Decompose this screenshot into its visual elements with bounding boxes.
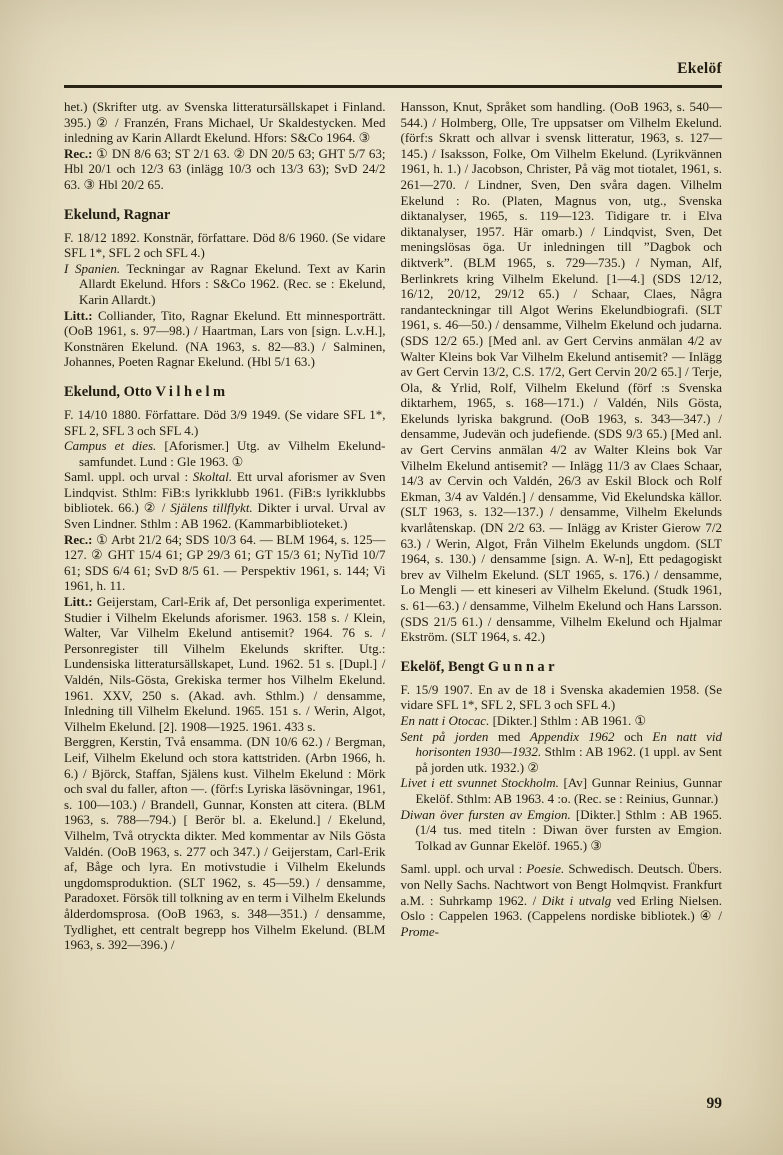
text-segment: Gunnar bbox=[487, 658, 559, 675]
text-segment: Skoltal. bbox=[192, 469, 233, 485]
text-segment: Hansson, Knut, Språket som handling. (OoB 1963, s. 540—544.) / Holmberg, Olle, Tre uppsatser om Vilhelm Ekelund. (förf:s Skratt och allvar i svensk litteratur, 1963, s. 127—145.) / Isaksson, Folke, Om Vilhelm Ekelund. (Lyrikvännen 1961, h. 1.) / Jacobson, Christer, På väg mot tiotalet, 1961, s. 261—270. / Lindner, Sven, Den svåra dagen. Vilhelm Ekelund : Ro. (Platen, Magnus von, utg., Svenska diktanalyser, 1965, s. 119—123. Tidigare tr. i Elva diktanalyser, 1957. Här omarb.) / Lindqvist, Sven, Det meningslösas öga. Ur inledningen till ”Dagbok och diktverk”. (BLM 1965, s. 729—735.) / Nyman, Alf, Berlinkrets kring Vilhelm Ekelund. [1—4.] (SDS 12/12, 16/12, 20/12, 29/12 65.) / Schaar, Claes, Några randanteckningar till Algot Werins Ekelundbiografi. (SLT 1961, s. 46—50.) / densamme, Vilhelm Ekelund och judarna. (SDS 12/2 65.) [Med anl. av Gert Cervins anmälan 4/2 av Walter Kleins bok Var Vilhelm Ekelund antisemit? — Inlägg av Gert Cervin 13/2, C.S. 17/2, Gert Cervin 20/2 65.] / Terje, Ola, & Yrlid, Rolf, Vilhelm Ekelund (förf :s Svenska diktarhem, 1965, s. 168—171.) / Valdén, Nils Gösta, Ekelunds lyriska bakgrund. (OoB 1963, s. 343—347.) / densamme, Judevän och judefiende. (SDS 9/3 65.) [Med anl. av Gert Cervins anmälan 4/2 av Walter Kleins bok Var Vilhelm Ekelund antisemit? — Inlägg 11/3 av Claes Schaar, 14/3 av Cervin och Valdén, 26/3 av Eskil Block och Rolf Ekman, 3/4 av Valdén.] / densamme, Vid Ekelundska källor. (SLT 1963, s. 132—137.) / densamme, Vilhelm Ekelunds kvarlåtenskap. (DN 2/2 63. — Inlägg av Krister Gierow 7/2 63.) / Werin, Algot, Från Vilhelm Ekelunds ungdom. (SLT 1964, s. 130.) / densamme [sign. A. W-n], Ett pedagogiskt brev av Vilhelm Ekelund. (SLT 1965, s. 176.) / densamme, Lo Mengli — ett kineseri av Vilhelm Ekelund. (Studk 1961, s. 61—63.) / densamme, Vilhelm Ekelund och Hans Larsson. (SDS 21/5 61.) / densamme, Vilhelm Ekelund och Hjalmar Ekström. (SLT 1964, s. 42.) bbox=[400, 99, 722, 645]
text-segment: Sthlm : AB 1962. (1 uppl. av Sent på jorden utk. 1932.) ② bbox=[415, 744, 723, 775]
paragraph bbox=[401, 729, 723, 776]
text-segment: Schwedisch. Deutsch. Übers. von Nelly Sachs. Nachtwort von Bengt Holmqvist. Frankfurt a.M. : Suhrkamp 1962. / bbox=[400, 861, 722, 908]
text-segment: Dikter i urval. Urval av Sven Lindner. Sthlm : AB 1962. (Kammarbiblioteket.) bbox=[64, 500, 386, 532]
text-segment: Saml. uppl. och urval : bbox=[64, 469, 193, 485]
text-segment: Ekelöf, Bengt bbox=[400, 658, 488, 675]
text-segment: Rec.: bbox=[64, 145, 97, 161]
paragraph bbox=[64, 469, 386, 531]
entry-heading bbox=[401, 659, 723, 675]
text-segment: F. 18/12 1892. Konstnär, författare. Död 8/6 1960. (Se vidare SFL 1*, SFL 2 och SFL 4.) bbox=[64, 229, 386, 261]
page-header bbox=[64, 60, 722, 82]
text-segment: F. 14/10 1880. Författare. Död 3/9 1949. (Se vidare SFL 1*, SFL 2, SFL 3 och SFL 4.) bbox=[64, 406, 386, 438]
paragraph bbox=[64, 99, 386, 146]
text-segment: Ekelund, Otto bbox=[64, 383, 156, 400]
text-segment: [Dikter.] Sthlm : AB 1965. (1/4 tus. med titeln : Diwan över fursten av Emgion. Tolkad av Gunnar Ekelöf. 1965.) ③ bbox=[415, 806, 722, 853]
entry-heading bbox=[64, 384, 386, 400]
paragraph bbox=[401, 861, 723, 939]
text-columns bbox=[64, 99, 722, 953]
text-segment: I Spanien. bbox=[64, 260, 121, 276]
text-segment: med bbox=[488, 728, 530, 744]
text-segment: [Aforismer.] Utg. av Vilhelm Ekelund-samfundet. Lund : Gle 1963. ① bbox=[78, 438, 386, 469]
paragraph bbox=[64, 594, 386, 734]
text-segment: Rec.: bbox=[64, 531, 97, 547]
text-segment: Vilhelm bbox=[155, 383, 229, 400]
text-segment: Ekelund, Ragnar bbox=[64, 206, 171, 223]
text-segment: Poesie. bbox=[526, 861, 565, 877]
text-segment: Berggren, Kerstin, Två ensamma. (DN 10/6 62.) / Bergman, Leif, Vilhelm Ekelund och stora kattstriden. (Arbn 1966, h. 6.) / Björck, Staffan, Själens kust. Vilhelm Ekelund : Mörk och sval du faller, afton —. (förf:s Lyriska läsövningar, 1961, s. 100—103.) / Brandell, Gunnar, Konsten att citera. (BLM 1963, s. 788—794.) [ Berör bl. a. Ekelund.] / Ekelund, Vilhelm, Två otryckta dikter. Med kommentar av Nils Gösta Valdén. (OoB 1963, s. 277 och 347.) / Geijerstam, Carl-Erik af, Båge och lyra. En motivstudie i Vilhelm Ekelunds ungdomsproduktion. (SLT 1962, s. 45—59.) / densamme, Paradoxet. Försök till tolkning av en term i Vilhelm Ekelunds ålderdomsprosa. (OoB 1963, s. 348—351.) / densamme, Tydlighet, ett centralt begrepp hos Vilhelm Ekelund. (BLM 1963, s. 392—396.) / bbox=[64, 734, 386, 953]
right-column bbox=[401, 99, 723, 953]
text-segment: Litt.: bbox=[64, 594, 97, 610]
text-segment: F. 15/9 1907. En av de 18 i Svenska akademien 1958. (Se vidare SFL 1*, SFL 2, SFL 3 och SFL 4.) bbox=[400, 681, 722, 713]
text-segment: ved Erling Nielsen. Oslo : Cappelen 1963. (Cappelens nordiske bibliotek.) ④ / bbox=[400, 892, 722, 924]
text-segment: [Dikter.] Sthlm : AB 1961. ① bbox=[489, 712, 647, 728]
text-segment: Dikt i utvalg bbox=[541, 892, 612, 908]
paragraph bbox=[401, 99, 723, 645]
text-segment: Colliander, Tito, Ragnar Ekelund. Ett minnesporträtt. (OoB 1961, s. 97—98.) / Haartman, Lars von [sign. L.v.H.], Konstnären Ekelund. (NA 1963, s. 82—83.) / Salminen, Johannes, Poeten Ragnar Ekelund. (Hbl 5/1 63.) bbox=[64, 307, 386, 370]
text-segment: Själens tillflykt. bbox=[170, 500, 253, 516]
text-segment: Geijerstam, Carl-Erik af, Det personliga experimentet. Studier i Vilhelm Ekelunds aforismer. 1963. 158 s. / Klein, Walter, Var Vilhelm Ekelund antisemit? 1964. 76 s. / Personregister till Vilhelm Ekelunds skrifter. Utg.: Lundensiska litteratursällskapet, Lund. 1962. 51 s. [Dupl.] / Valdén, Nils-Gösta, Grekiska termer hos Vilhelm Ekelund. 1961. XXV, 250 s. (Akad. avh. Sthlm.) / densamme, Inledning till Vilhelm Ekelund. 1965. 151 s. / Werin, Algot, Vilhelm Ekelund. [2]. 1908—1925. 1961. 433 s. bbox=[64, 594, 386, 734]
text-segment: Prome- bbox=[400, 923, 440, 939]
text-segment: Campus et dies. bbox=[64, 438, 157, 454]
paragraph bbox=[64, 438, 386, 469]
text-segment: En natt vid horisonten 1930—1932. bbox=[415, 728, 723, 760]
header-rule bbox=[64, 85, 722, 88]
paragraph bbox=[401, 807, 723, 854]
text-segment: En natt i Otocac. bbox=[400, 712, 490, 728]
text-segment: Diwan över fursten av Emgion. bbox=[400, 806, 571, 822]
paragraph bbox=[64, 261, 386, 308]
paragraph bbox=[64, 734, 386, 952]
text-segment: Teckningar av Ragnar Ekelund. Text av Karin Allardt Ekelund. Hfors : S&Co 1962. (Rec. se : Ekelund, Karin Allardt.) bbox=[78, 260, 386, 307]
text-segment: Ett urval aforismer av Sven Lindqvist. Sthlm: FiB:s lyrikklubb 1961. (FiB:s lyrikklubbs bibliotek. 66.) ② / bbox=[64, 469, 386, 516]
paragraph bbox=[64, 308, 386, 370]
text-segment: ① Arbt 21/2 64; SDS 10/3 64. — BLM 1964, s. 125—127. ② GHT 15/4 61; GP 29/3 61; GT 15/3 61; NyTid 10/7 61; SDS 6/4 61; SvD 8/5 61. — Perspektiv 1961, s. 144; Vi 1961, h. 11. bbox=[64, 531, 386, 594]
text-segment: Saml. uppl. och urval : bbox=[400, 861, 527, 877]
text-segment: Appendix 1962 bbox=[529, 728, 615, 744]
left-column bbox=[64, 99, 386, 953]
paragraph bbox=[64, 407, 386, 438]
paragraph bbox=[64, 532, 386, 594]
paragraph bbox=[401, 682, 723, 713]
paragraph bbox=[401, 775, 723, 806]
text-segment: Litt.: bbox=[64, 307, 98, 323]
text-segment: och bbox=[614, 728, 653, 744]
page-number: 99 bbox=[706, 1095, 722, 1112]
paragraph bbox=[64, 230, 386, 261]
paragraph bbox=[401, 713, 723, 729]
text-segment: ① DN 8/6 63; ST 2/1 63. ② DN 20/5 63; GHT 5/7 63; Hbl 20/1 och 12/3 63 (inlägg 10/3 och 13/3 63); SvD 24/2 63. ③ Hbl 20/2 65. bbox=[64, 145, 386, 192]
text-segment: Livet i ett svunnet Stockholm. bbox=[400, 775, 559, 791]
text-segment: [Av] Gunnar Reinius, Gunnar Ekelöf. Sthlm: AB 1963. 4 :o. (Rec. se : Reinius, Gunnar.) bbox=[415, 775, 722, 806]
entry-heading bbox=[64, 207, 386, 223]
running-head: Ekelöf bbox=[677, 60, 722, 77]
text-segment: Sent på jorden bbox=[400, 728, 489, 744]
text-segment: het.) (Skrifter utg. av Svenska litteratursällskapet i Finland. 395.) ② / Franzén, Frans Michael, Ur Skaldestycken. Med inledning av Karin Allardt Ekelund. Hfors: S&Co 1964. ③ bbox=[64, 99, 386, 146]
paragraph bbox=[64, 146, 386, 193]
